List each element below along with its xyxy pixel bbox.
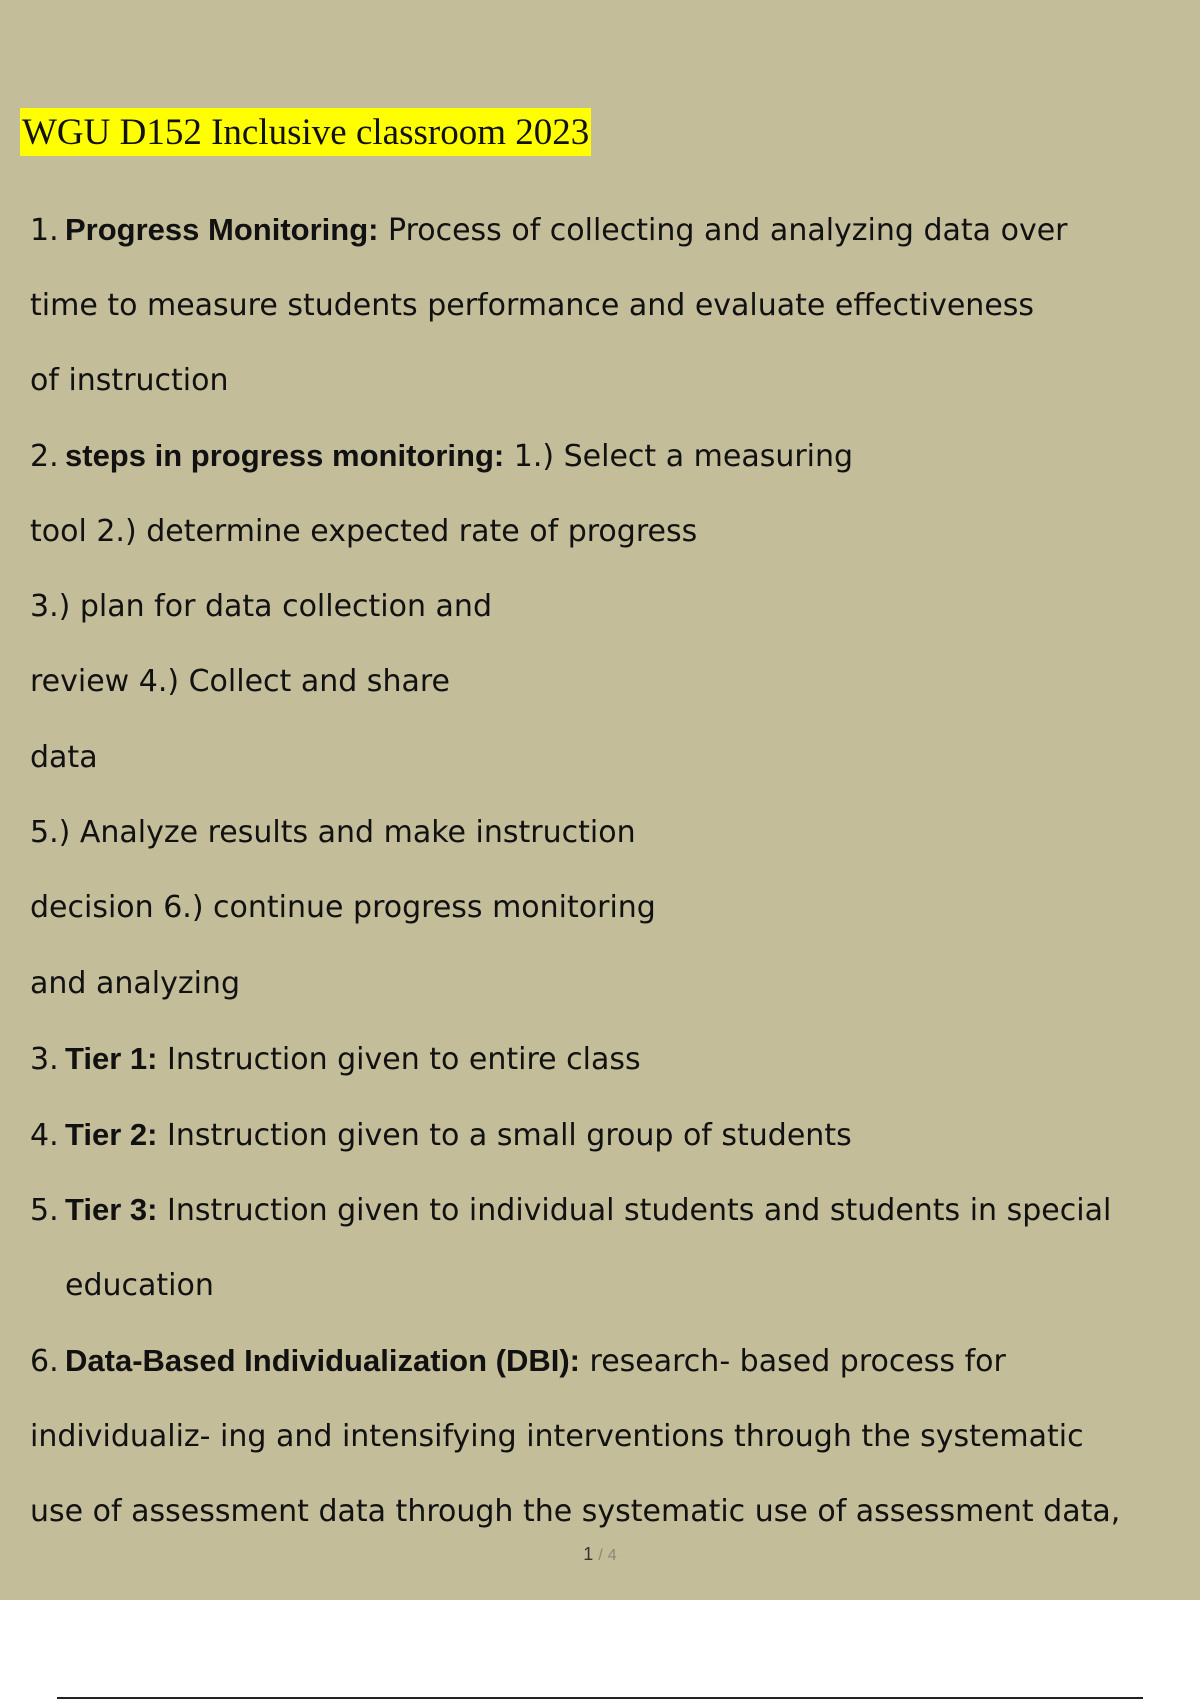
list-item-steps-in-progress-monitoring bbox=[30, 436, 853, 476]
page-indicator bbox=[0, 1542, 1200, 1568]
item-text: Instruction given to a small group of students bbox=[167, 1118, 852, 1153]
item-text-line: 5.) Analyze results and make instruction bbox=[30, 815, 636, 850]
page-separator: / bbox=[598, 1547, 603, 1564]
list-item-data-based-individualization bbox=[30, 1341, 1006, 1381]
item-number: 5. bbox=[30, 1193, 59, 1228]
item-number: 6. bbox=[30, 1344, 59, 1379]
next-page-rule bbox=[57, 1697, 1143, 1699]
item-number: 3. bbox=[30, 1042, 59, 1077]
item-text-line: review 4.) Collect and share bbox=[30, 664, 450, 699]
item-text: Process of collecting and analyzing data over bbox=[388, 213, 1068, 248]
document-title: WGU D152 Inclusive classroom 2023 bbox=[20, 108, 591, 156]
list-item-tier-1 bbox=[30, 1039, 641, 1079]
item-text-line: education bbox=[65, 1268, 214, 1303]
list-item-progress-monitoring bbox=[30, 210, 1067, 250]
item-text-line: tool 2.) determine expected rate of progress bbox=[30, 514, 698, 549]
item-text-line: and analyzing bbox=[30, 966, 240, 1001]
item-text: Instruction given to individual students and students in special bbox=[167, 1193, 1112, 1228]
current-page: 1 bbox=[583, 1544, 594, 1564]
item-term: Tier 2: bbox=[65, 1117, 158, 1152]
item-number: 2. bbox=[30, 439, 59, 474]
item-text-line: use of assessment data through the systematic use of assessment data, bbox=[30, 1494, 1121, 1529]
item-term: steps in progress monitoring: bbox=[65, 438, 505, 473]
item-text: 1.) Select a measuring bbox=[513, 439, 854, 474]
item-number: 1. bbox=[30, 213, 59, 248]
item-text-line: of instruction bbox=[30, 363, 229, 398]
item-text-line: 3.) plan for data collection and bbox=[30, 589, 492, 624]
item-text: Instruction given to entire class bbox=[167, 1042, 641, 1077]
item-text: research- based process for bbox=[589, 1344, 1006, 1379]
item-text-line: decision 6.) continue progress monitoring bbox=[30, 890, 656, 925]
item-term: Data-Based Individualization (DBI): bbox=[65, 1343, 580, 1378]
item-text-line: individualiz- ing and intensifying interventions through the systematic bbox=[30, 1419, 1084, 1454]
list-item-tier-3 bbox=[30, 1190, 1111, 1230]
item-term: Tier 1: bbox=[65, 1041, 158, 1076]
list-item-tier-2 bbox=[30, 1115, 852, 1155]
item-number: 4. bbox=[30, 1118, 59, 1153]
item-text-line: time to measure students performance and evaluate effectiveness bbox=[30, 288, 1035, 323]
total-pages: 4 bbox=[607, 1547, 617, 1564]
item-term: Progress Monitoring: bbox=[65, 212, 379, 247]
item-term: Tier 3: bbox=[65, 1192, 158, 1227]
item-text-line: data bbox=[30, 740, 98, 775]
